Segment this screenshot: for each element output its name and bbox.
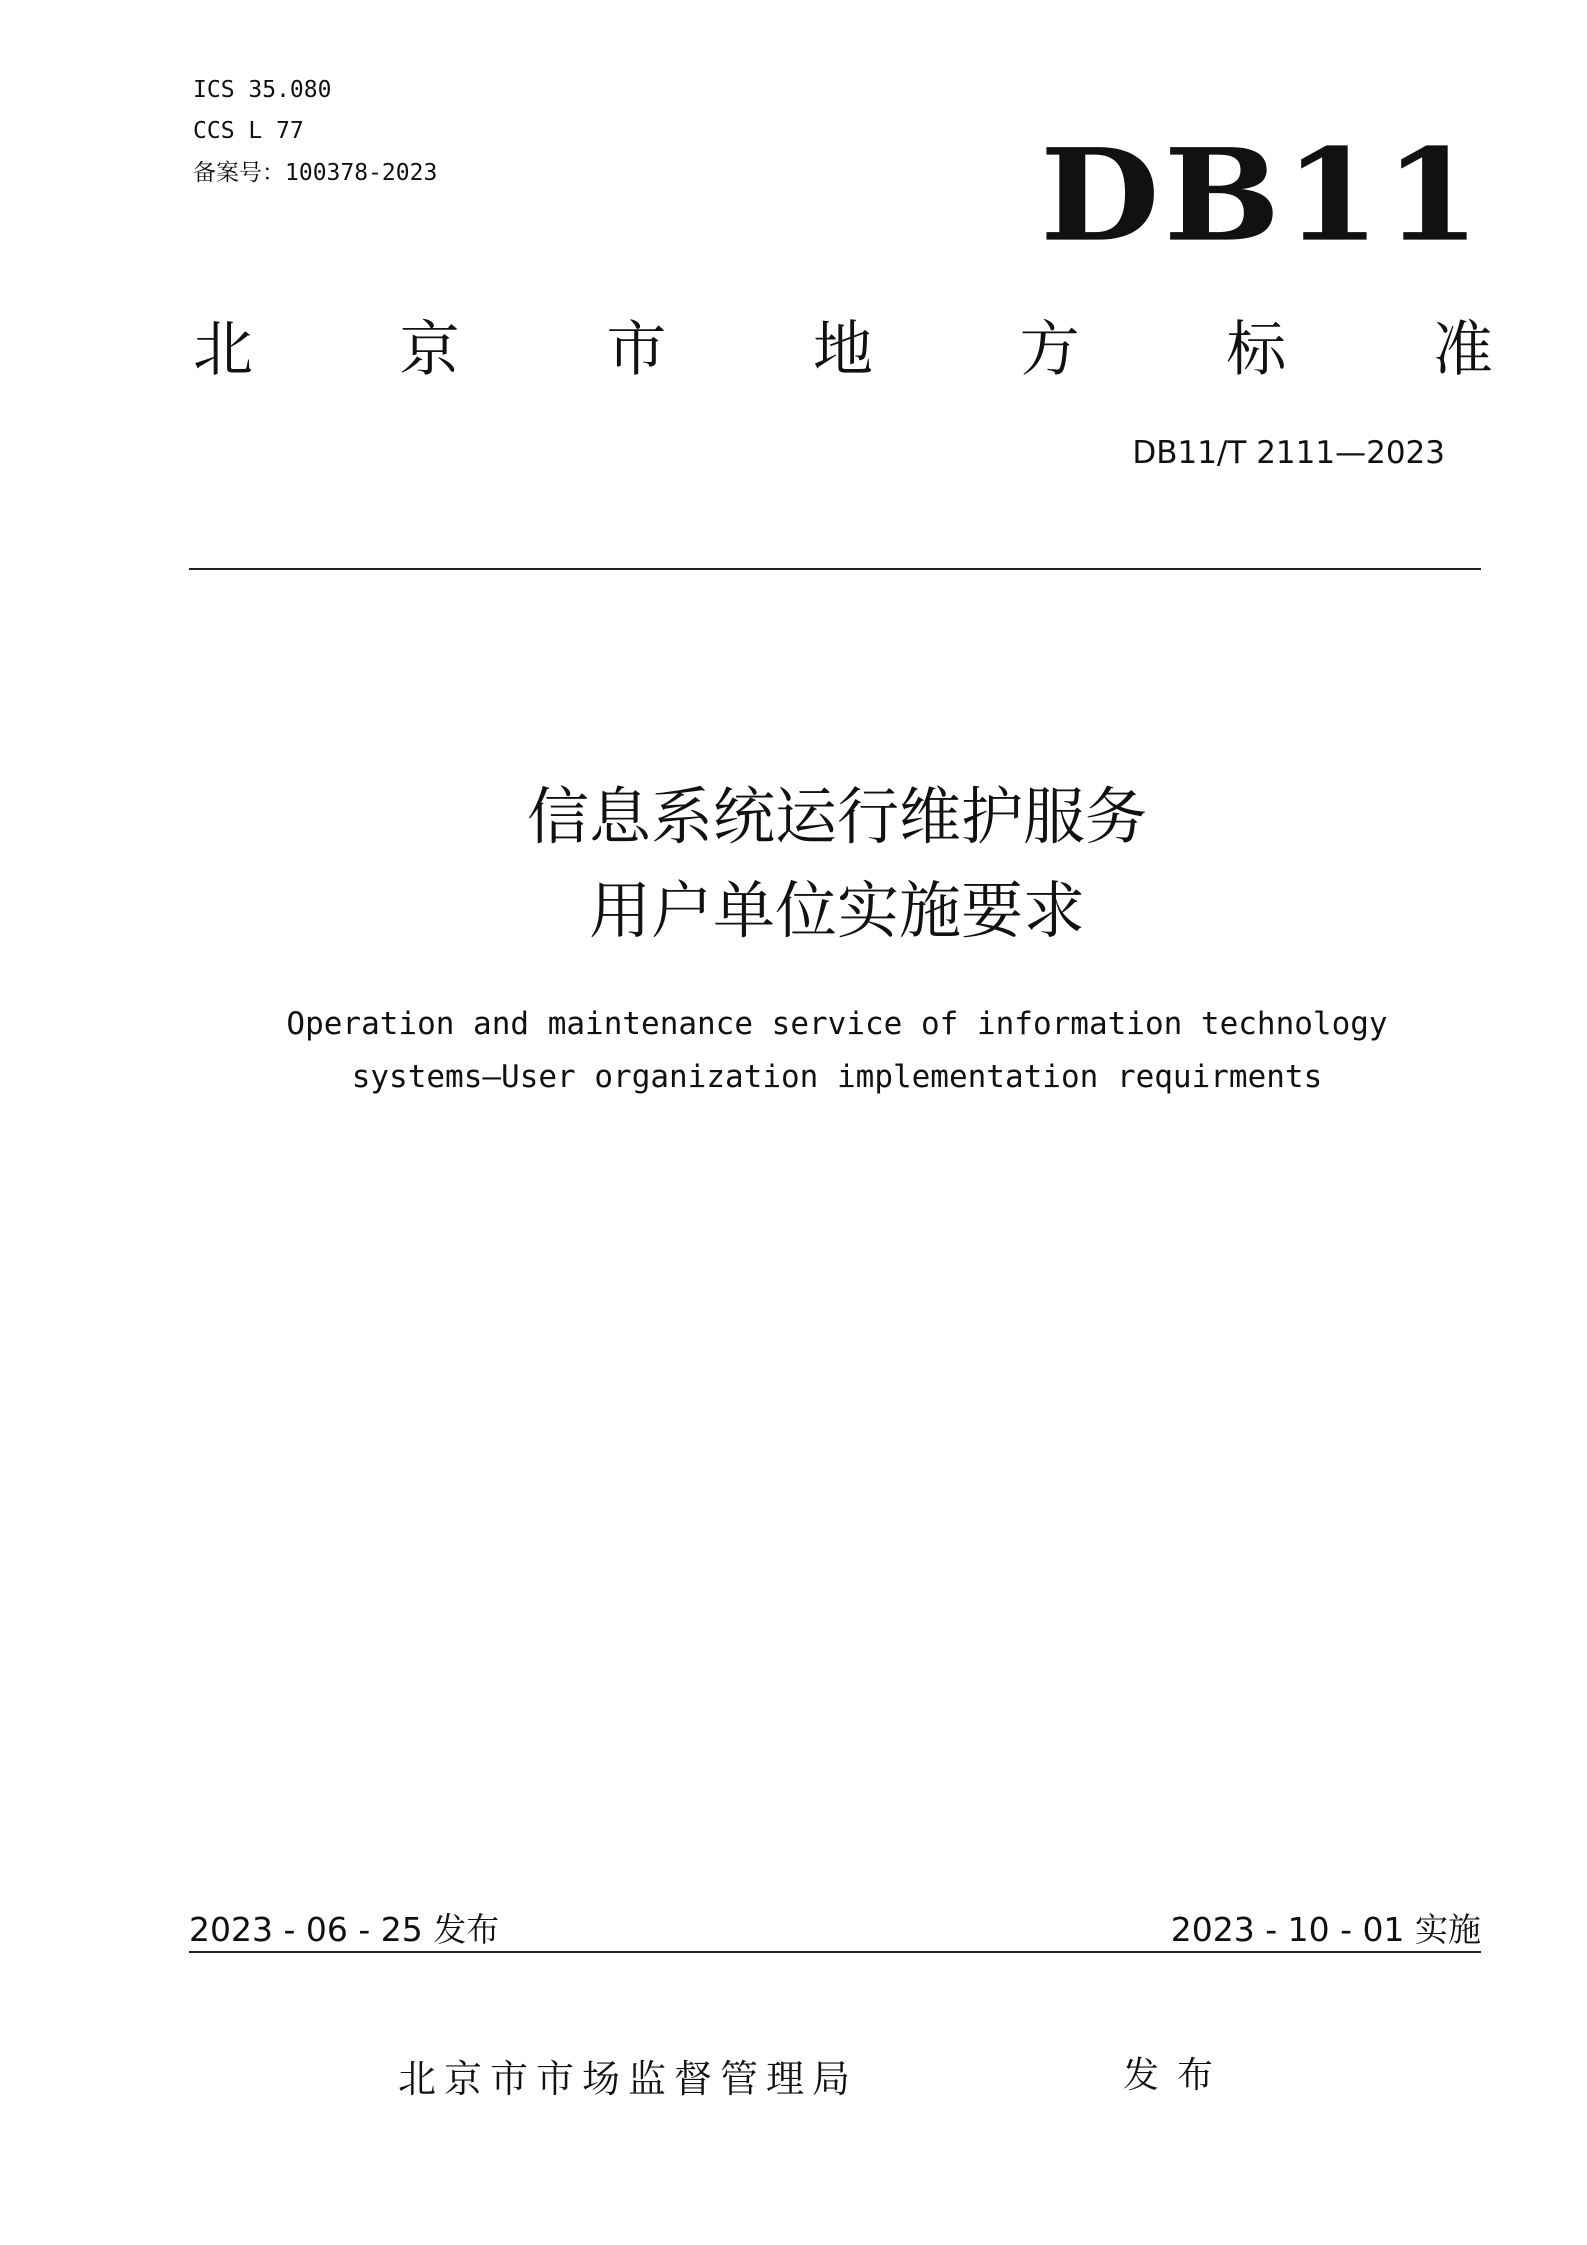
- title-english-line-1: Operation and maintenance service of information technology: [286, 1006, 1388, 1042]
- publish-label: 发布: [1123, 2055, 1232, 2096]
- standard-type-char: 北: [193, 315, 253, 385]
- ccs-code: CCS L 77: [193, 118, 304, 144]
- bottom-divider: [189, 1951, 1481, 1953]
- standard-type-char: 京: [399, 315, 460, 385]
- ics-code: ICS 35.080: [193, 77, 332, 103]
- standard-type-char: 市: [606, 315, 667, 385]
- standard-type-char: 标: [1226, 315, 1287, 385]
- issuing-authority: 北京市市场监督管理局: [398, 2057, 859, 2101]
- issue-date: 2023 - 06 - 25 发布: [189, 1910, 500, 1949]
- record-number: 备案号：100378-2023: [193, 160, 438, 186]
- title-chinese-line-2: 用户单位实施要求: [588, 874, 1085, 947]
- standard-type-char: 方: [1019, 315, 1080, 385]
- title-chinese-line-1: 信息系统运行维护服务: [526, 780, 1147, 853]
- standard-type-char: 地: [812, 315, 873, 385]
- standard-number: DB11/T 2111—2023: [1132, 435, 1445, 471]
- standard-type-heading: [193, 315, 1493, 385]
- top-divider: [189, 568, 1481, 570]
- title-english-line-2: systems—User organization implementation requirments: [351, 1059, 1323, 1095]
- implementation-date: 2023 - 10 - 01 实施: [1170, 1910, 1481, 1949]
- standard-type-char: 准: [1432, 315, 1493, 385]
- db11-logo: DB11: [1040, 120, 1485, 270]
